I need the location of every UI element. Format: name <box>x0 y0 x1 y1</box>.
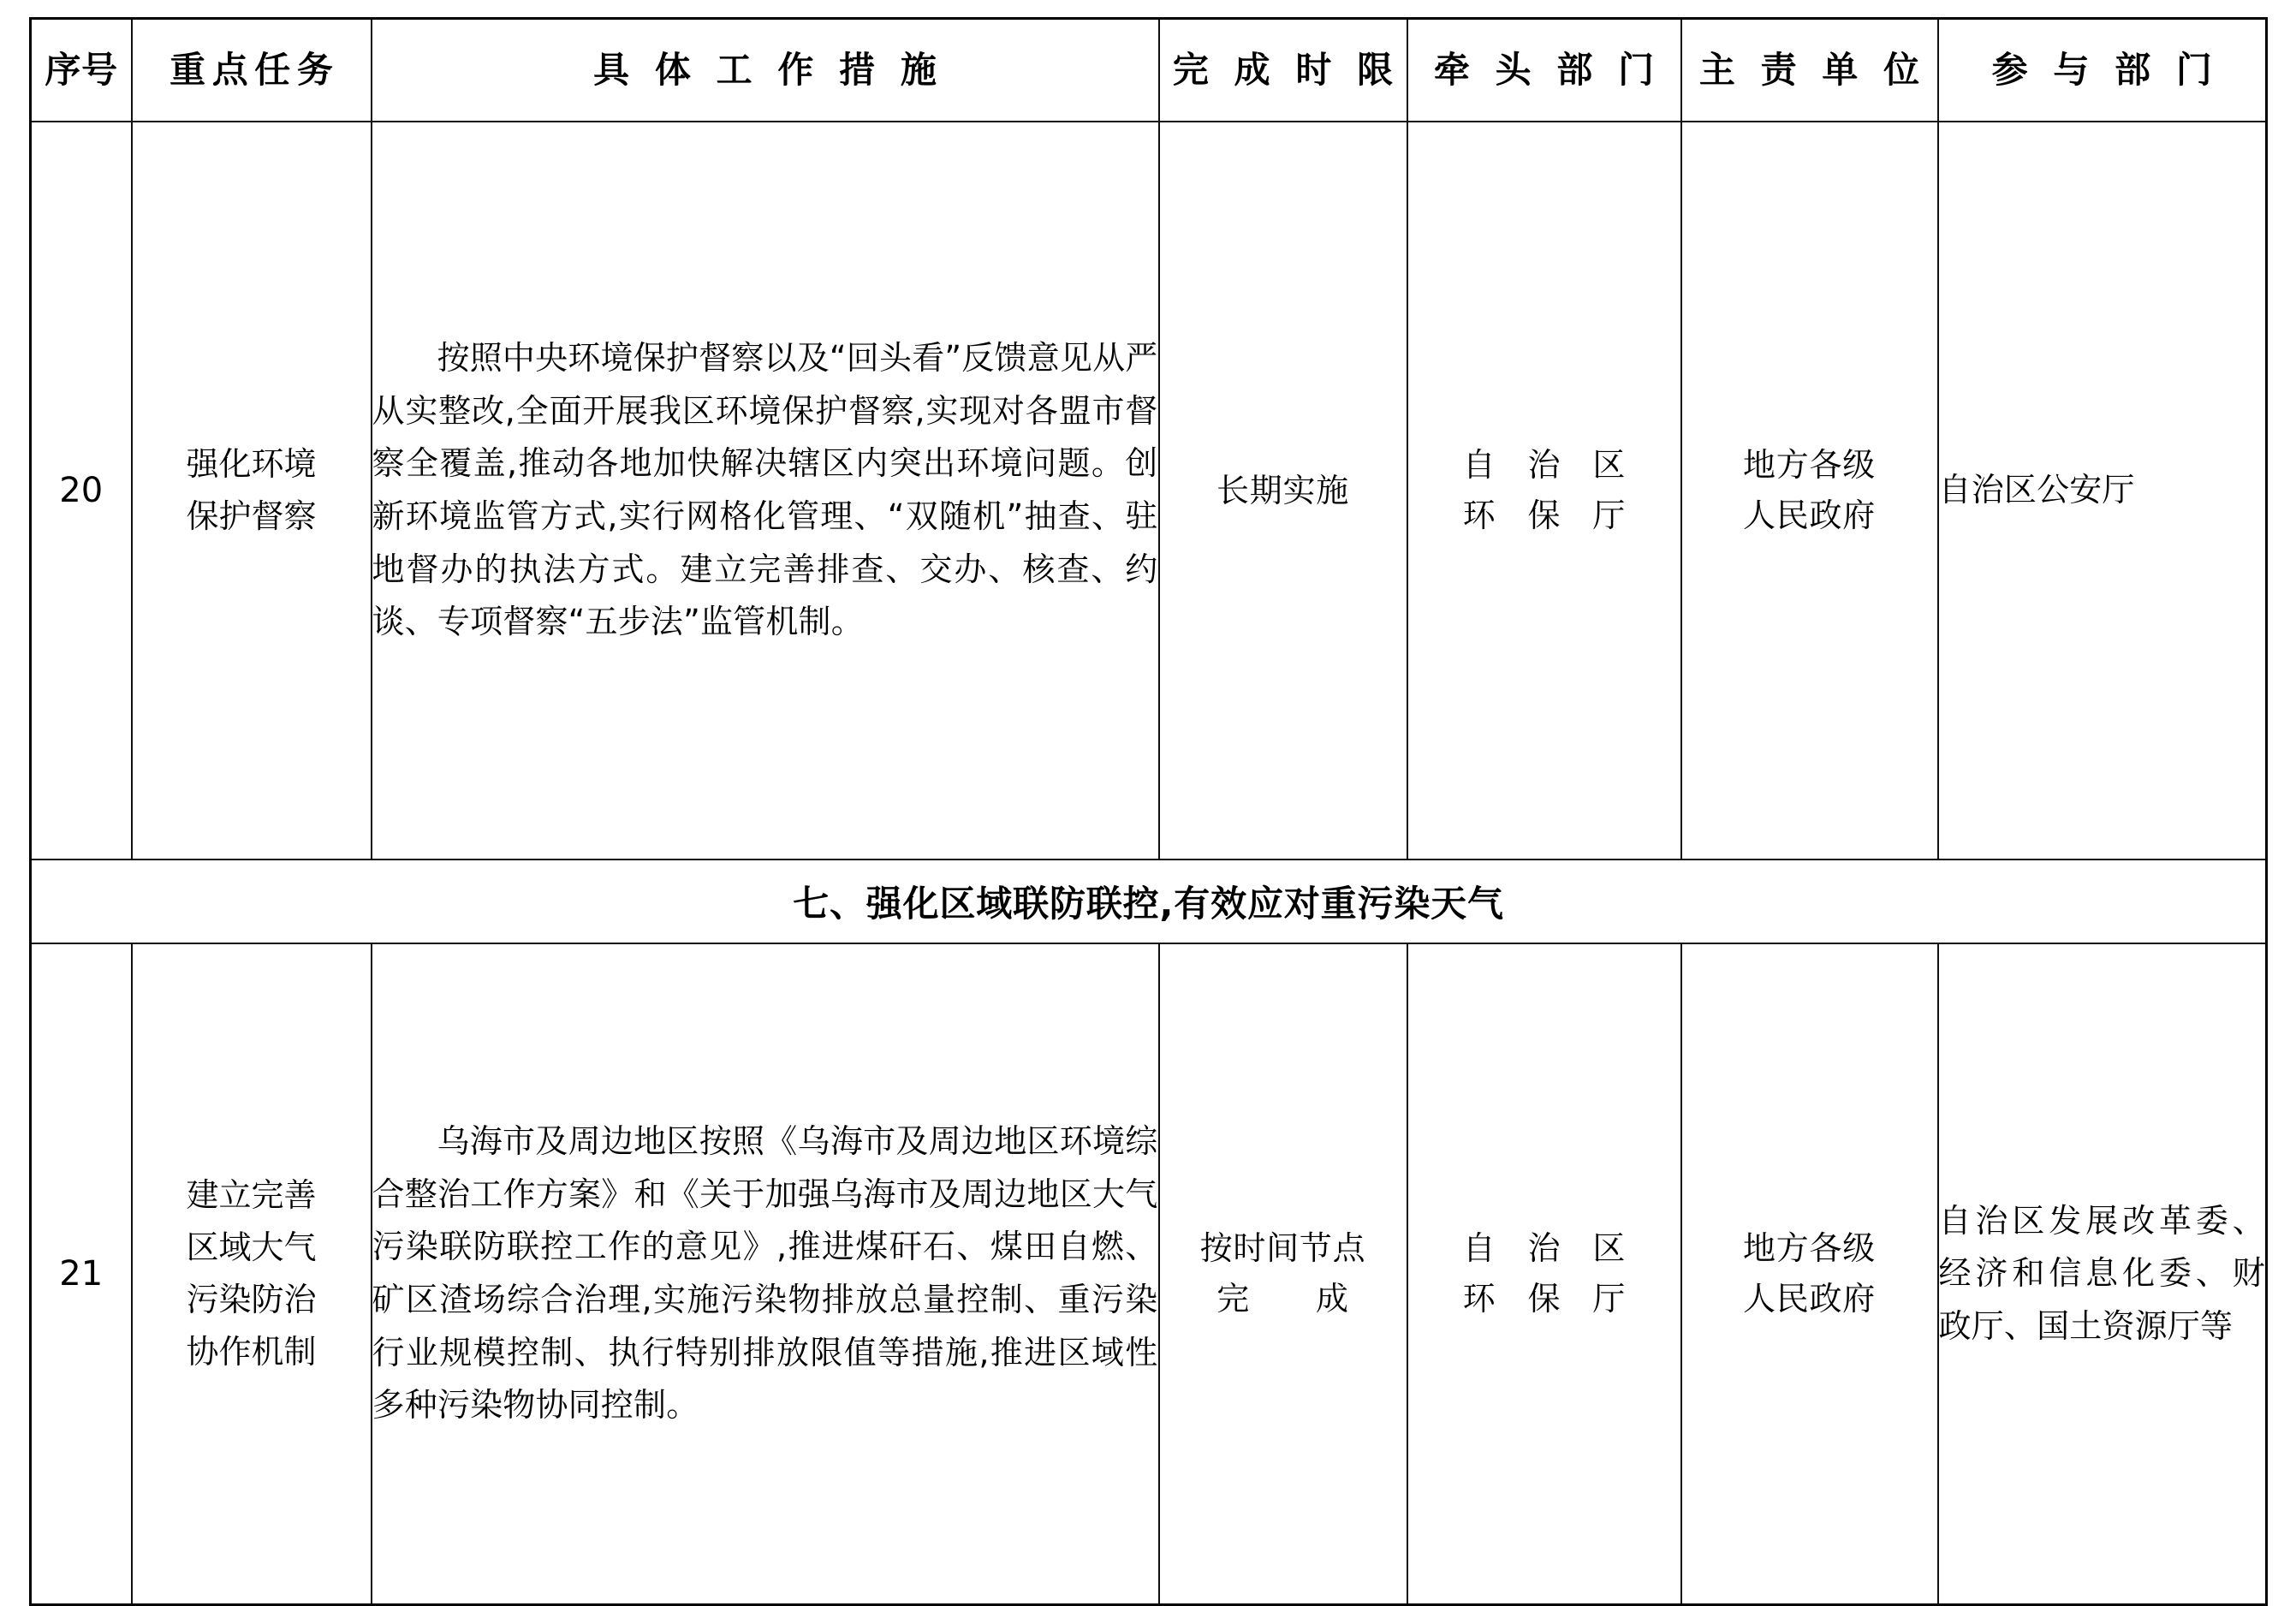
row-lead-dept <box>1407 943 1681 1605</box>
row-task-line: 保护督察 <box>186 497 317 535</box>
header-deadline: 完 成 时 限 <box>1159 19 1407 122</box>
row-participating-dept <box>1938 122 2267 860</box>
row-task-line: 建立完善 <box>186 1176 317 1215</box>
row-lead-dept <box>1407 122 1681 860</box>
row-task-line: 强化环境 <box>186 445 317 484</box>
table-section-banner-row <box>31 860 2267 943</box>
row-participating-dept <box>1938 943 2267 1605</box>
row-seq: 21 <box>31 943 132 1605</box>
table-row <box>31 122 2267 860</box>
table-header-row <box>31 19 2267 122</box>
row-lead-dept-line: 环 保 厅 <box>1462 1280 1637 1318</box>
row-lead-dept-line: 环 保 厅 <box>1462 497 1637 534</box>
table-row <box>31 943 2267 1605</box>
row-responsible-unit <box>1681 943 1938 1605</box>
header-lead-dept: 牵 头 部 门 <box>1407 19 1681 122</box>
row-task-line: 协作机制 <box>186 1332 317 1371</box>
row-measure-text: 按照中央环境保护督察以及“回头看”反馈意见从严从实整改,全面开展我区环境保护督察,实现对各盟市督察全覆盖,推动各地加快解决辖区内突出环境问题。创新环境监管方式,实行网格化管理、“双随机”抽查、驻地督办的执法方式。建立完善排查、交办、核查、约谈、专项督察“五步法”监管机制。 <box>372 339 1158 641</box>
header-task: 重点任务 <box>132 19 372 122</box>
row-responsible-unit-line: 人民政府 <box>1742 1280 1877 1318</box>
header-responsible-unit: 主 责 单 位 <box>1681 19 1938 122</box>
row-lead-dept-line: 自 治 区 <box>1462 446 1637 485</box>
work-measures-table <box>29 17 2268 1606</box>
row-deadline-line: 按时间节点 <box>1199 1229 1366 1268</box>
row-responsible-unit-line: 人民政府 <box>1742 497 1877 534</box>
row-deadline-line: 完 成 <box>1216 1280 1349 1318</box>
row-task-line: 污染防治 <box>186 1281 317 1318</box>
row-measure <box>372 122 1159 860</box>
row-deadline <box>1159 943 1407 1605</box>
row-measure <box>372 943 1159 1605</box>
row-measure-text: 乌海市及周边地区按照《乌海市及周边地区环境综合整治工作方案》和《关于加强乌海市及周边地区大气污染联防联控工作的意见》,推进煤矸石、煤田自燃、矿区渣场综合治理,实施污染物排放总量控制、重污染行业规模控制、执行特别排放限值等措施,推进区域性多种污染物协同控制。 <box>372 1122 1158 1425</box>
row-participating-dept-text: 自治区公安厅 <box>1938 471 2135 509</box>
row-responsible-unit-line: 地方各级 <box>1742 1229 1877 1268</box>
row-task <box>132 122 372 860</box>
header-participating-dept: 参 与 部 门 <box>1938 19 2267 122</box>
section-banner-title: 七、强化区域联防联控,有效应对重污染天气 <box>31 860 2267 943</box>
header-measure: 具 体 工 作 措 施 <box>372 19 1159 122</box>
row-lead-dept-line: 自 治 区 <box>1462 1229 1637 1268</box>
row-deadline: 长期实施 <box>1159 122 1407 860</box>
row-responsible-unit-line: 地方各级 <box>1742 446 1877 485</box>
row-seq: 20 <box>31 122 132 860</box>
row-responsible-unit <box>1681 122 1938 860</box>
row-task-line: 区域大气 <box>186 1228 317 1267</box>
header-seq: 序号 <box>31 19 132 122</box>
row-participating-dept-text: 自治区发展改革委、经济和信息化委、财政厅、国土资源厅等 <box>1938 1201 2265 1345</box>
row-task <box>132 943 372 1605</box>
